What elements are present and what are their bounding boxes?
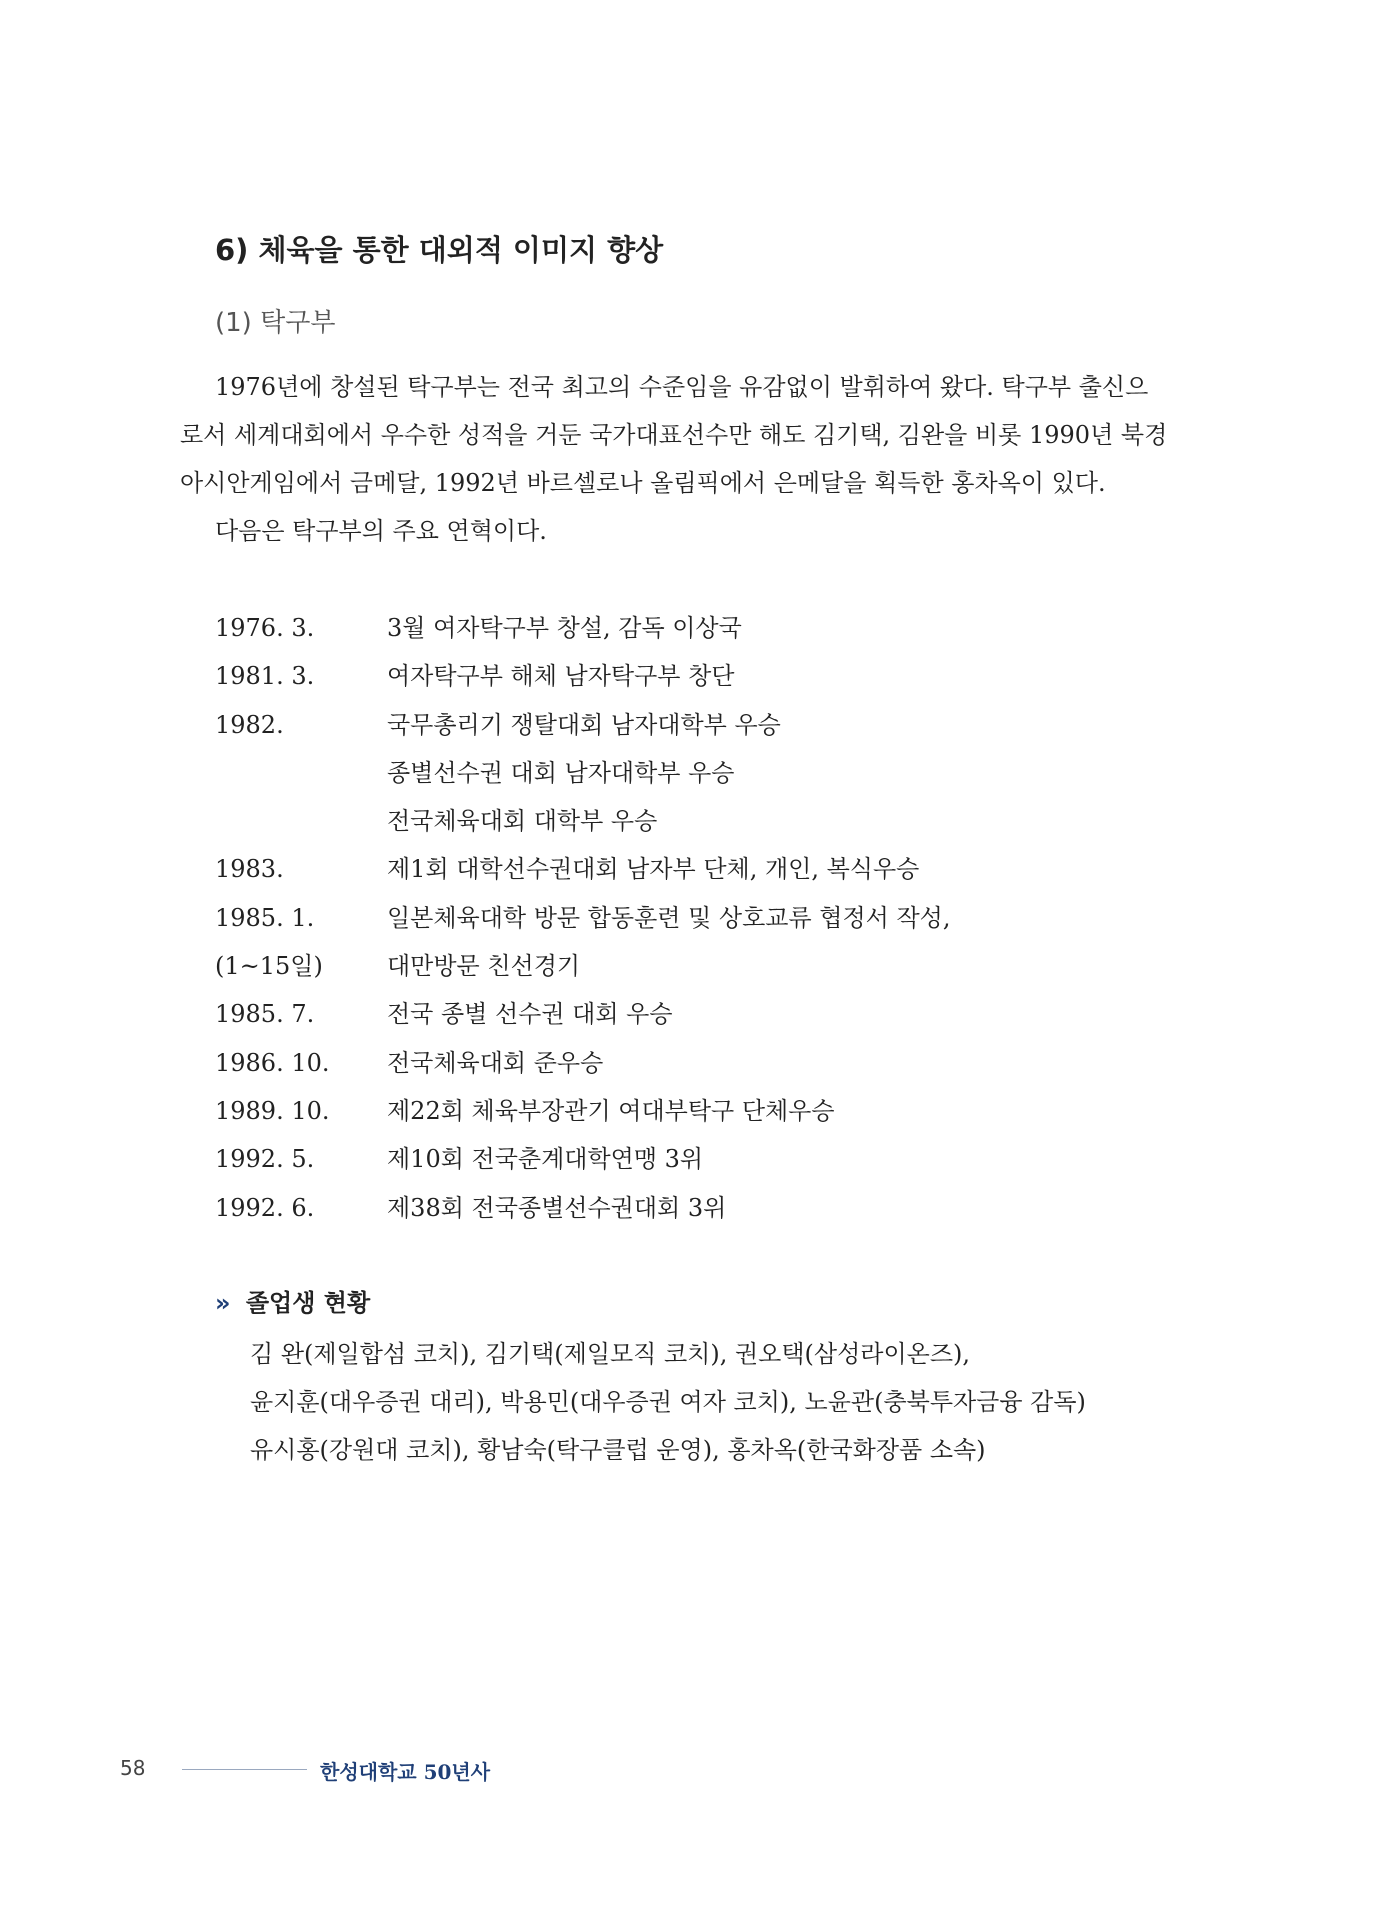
history-event: 국무총리기 쟁탈대회 남자대학부 우승 — [387, 710, 781, 739]
history-date: (1~15일) — [215, 952, 323, 981]
subsection-title: (1) 탁구부 — [215, 308, 336, 338]
graduates-line: 윤지훈(대우증권 대리), 박용민(대우증권 여자 코치), 노윤관(충북투자금융 감독) — [250, 1388, 1086, 1416]
graduates-list — [250, 1330, 1086, 1474]
history-date: 1976. 3. — [215, 614, 315, 642]
history-date: 1985. 1. — [215, 903, 315, 932]
history-event: 전국 종별 선수권 대회 우승 — [387, 1000, 673, 1029]
chevron-right-icon: » — [215, 1289, 228, 1317]
intro-next-line: 다음은 탁구부의 주요 연혁이다. — [215, 517, 547, 545]
graduates-line: 김 완(제일합섬 코치), 김기택(제일모직 코치), 권오택(삼성라이온즈), — [250, 1340, 970, 1368]
history-date: 1992. 5. — [215, 1145, 315, 1174]
history-event: 일본체육대학 방문 합동훈련 및 상호교류 협정서 작성, — [387, 903, 951, 932]
history-event: 전국체육대회 대학부 우승 — [387, 807, 658, 836]
intro-line: 로서 세계대회에서 우수한 성적을 거둔 국가대표선수만 해도 김기택, 김완을 비롯 1990년 북경 — [180, 421, 1168, 449]
history-event: 제38회 전국종별선수권대회 3위 — [387, 1193, 727, 1222]
history-event: 제1회 대학선수권대회 남자부 단체, 개인, 복식우승 — [387, 855, 920, 884]
history-date: 1985. 7. — [215, 1000, 315, 1029]
history-event: 3월 여자탁구부 창설, 감독 이상국 — [387, 614, 742, 642]
history-event: 제10회 전국춘계대학연맹 3위 — [387, 1145, 704, 1174]
history-date: 1986. 10. — [215, 1048, 330, 1077]
graduates-heading — [215, 1283, 370, 1318]
history-event: 여자탁구부 해체 남자탁구부 창단 — [387, 662, 735, 691]
section-title: 6) 체육을 통한 대외적 이미지 향상 — [215, 233, 664, 267]
footer-divider — [182, 1769, 307, 1770]
history-date: 1989. 10. — [215, 1096, 330, 1125]
book-title: 한성대학교 50년사 — [320, 1760, 491, 1784]
intro-paragraph — [180, 363, 1180, 555]
history-event: 대만방문 친선경기 — [387, 952, 581, 981]
history-date: 1983. — [215, 855, 284, 884]
history-date: 1992. 6. — [215, 1193, 315, 1222]
history-date: 1982. — [215, 710, 284, 739]
page-footer — [120, 1756, 520, 1786]
graduates-title: 졸업생 현황 — [245, 1289, 371, 1317]
intro-line: 아시안게임에서 금메달, 1992년 바르셀로나 올림픽에서 은메달을 획득한 홍차옥이 있다. — [180, 469, 1106, 497]
history-date: 1981. 3. — [215, 662, 315, 691]
graduates-line: 유시홍(강원대 코치), 황남숙(탁구클럽 운영), 홍차옥(한국화장품 소속) — [250, 1436, 986, 1464]
history-event: 제22회 체육부장관기 여대부탁구 단체우승 — [387, 1096, 835, 1125]
intro-line: 1976년에 창설된 탁구부는 전국 최고의 수준임을 유감없이 발휘하여 왔다. 탁구부 출신으 — [215, 373, 1149, 401]
history-event: 종별선수권 대회 남자대학부 우승 — [387, 758, 735, 787]
history-event: 전국체육대회 준우승 — [387, 1048, 604, 1077]
page-number: 58 — [120, 1756, 146, 1780]
